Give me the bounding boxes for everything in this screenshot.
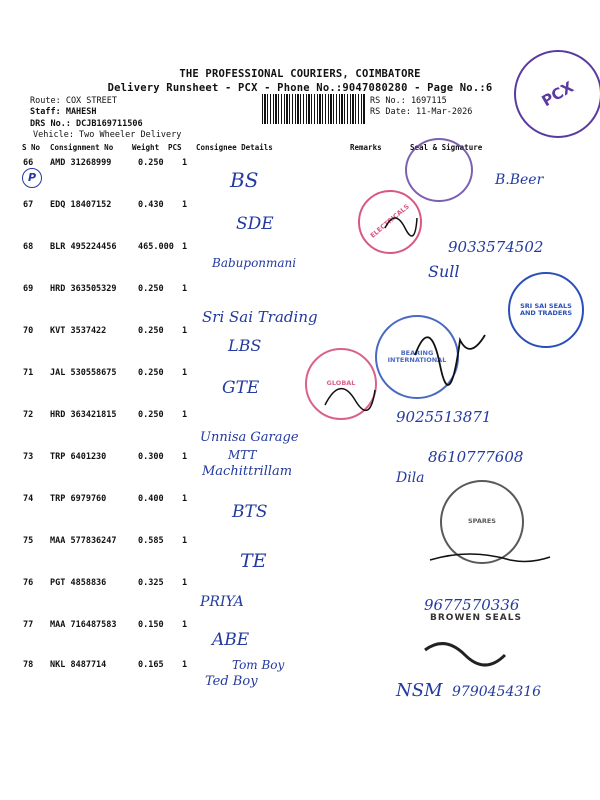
signature-scribble: [425, 644, 505, 665]
row-consignment: KVT 3537422: [50, 326, 107, 336]
row-weight: 0.250: [138, 158, 164, 168]
hw-r69-name: Sri Sai Trading: [202, 308, 318, 326]
hw-r73-name-2: Machittrillam: [202, 464, 293, 479]
drs-text: DRS No.: DCJB169711506: [30, 119, 143, 129]
row-consignment: TRP 6979760: [50, 494, 107, 504]
hw-r78-name-2: Ted Boy: [205, 674, 258, 689]
row-weight: 0.165: [138, 660, 164, 670]
hw-r73-signature: Dila: [396, 470, 425, 486]
row-consignment: MAA 716487583: [50, 620, 117, 630]
row-weight: 0.150: [138, 620, 164, 630]
row-sno: 69: [23, 284, 34, 294]
row-weight: 0.300: [138, 452, 164, 462]
sri-sai-stamp-text: SRI SAI SEALS AND TRADERS: [519, 301, 573, 317]
row-pcs: 1: [182, 242, 188, 252]
row-weight: 0.400: [138, 494, 164, 504]
seals-stamp-text: BROWEN SEALS: [430, 613, 522, 623]
row-consignment: MAA 577836247: [50, 536, 117, 546]
row-sno: 78: [23, 660, 34, 670]
row-sno: 77: [23, 620, 34, 630]
hw-r78-name: Tom Boy: [232, 658, 285, 672]
col-seal-signature: Seal & Signature: [410, 143, 483, 152]
signature-scribble: [430, 554, 550, 561]
col-pcs: PCS: [168, 143, 182, 152]
hw-r74-name: BTS: [232, 502, 268, 522]
row-pcs: 1: [182, 578, 188, 588]
row-consignment: AMD 31268999: [50, 158, 112, 168]
row-pcs: 1: [182, 536, 188, 546]
bearing-stamp-text: BEARING INTERNATIONAL: [387, 348, 447, 364]
row-sno: 67: [23, 200, 34, 210]
col-consignee: Consignee Details: [196, 143, 273, 152]
hw-r73-name: MTT: [228, 448, 257, 462]
row-pcs: 1: [182, 452, 188, 462]
row-sno: 70: [23, 326, 34, 336]
row-sno: 76: [23, 578, 34, 588]
hw-r70-name: LBS: [228, 336, 262, 355]
runsheet-title: Delivery Runsheet - PCX - Phone No.:9047080280 - Page No.:6: [107, 82, 493, 94]
hw-r71-name: GTE: [222, 378, 260, 398]
row-weight: 0.250: [138, 326, 164, 336]
row-consignment: HRD 363505329: [50, 284, 117, 294]
hw-r77-name: ABE: [212, 630, 250, 650]
row-consignment: PGT 4858836: [50, 578, 107, 588]
vehicle-text: Vehicle: Two Wheeler Delivery: [33, 130, 182, 140]
row-weight: 0.250: [138, 410, 164, 420]
row-weight: 0.430: [138, 200, 164, 210]
signature-scribble: [415, 335, 485, 385]
global-stamp-text: GLOBAL: [326, 379, 356, 388]
rs-number: RS No.: 1697115: [370, 96, 447, 106]
row-weight: 0.585: [138, 536, 164, 546]
circled-mark-text: P: [27, 170, 37, 184]
hw-r72-name: Unnisa Garage: [200, 430, 299, 445]
row-weight: 0.250: [138, 368, 164, 378]
staff-text: Staff: MAHESH: [30, 107, 97, 117]
row-consignment: HRD 363421815: [50, 410, 117, 420]
hw-r68-phone: 9033574502: [448, 238, 544, 256]
col-consignment: Consignment No: [50, 143, 114, 152]
row-weight: 0.325: [138, 578, 164, 588]
col-sno: S No: [22, 143, 41, 152]
row-pcs: 1: [182, 200, 188, 210]
hw-r67-name: SDE: [236, 214, 274, 234]
row-consignment: EDQ 18407152: [50, 200, 112, 210]
row-pcs: 1: [182, 660, 188, 670]
row-consignment: BLR 495224456: [50, 242, 117, 252]
row-consignment: NKL 8487714: [50, 660, 107, 670]
row-sno: 73: [23, 452, 34, 462]
hw-r66-name: BS: [230, 168, 259, 192]
spares-stamp-text: SPARES: [467, 517, 496, 526]
row-pcs: 1: [182, 158, 188, 168]
hw-r68-name: Babuponmani: [212, 256, 297, 270]
hw-r68-signature: Sull: [428, 262, 460, 281]
rs-date: RS Date: 11-Mar-2026: [370, 107, 473, 117]
row-weight: 465.000: [138, 242, 174, 252]
hw-r78-signature: NSM: [396, 680, 443, 701]
hw-r72-phone: 9025513871: [396, 408, 492, 426]
col-weight: Weight: [132, 143, 160, 152]
row-sno: 72: [23, 410, 34, 420]
signature-scribble: [385, 218, 417, 236]
row-pcs: 1: [182, 326, 188, 336]
hw-r66-signature: B.Beer: [495, 172, 544, 188]
row-sno: 71: [23, 368, 34, 378]
company-title: THE PROFESSIONAL COURIERS, COIMBATORE: [179, 68, 421, 80]
hw-r76-phone: 9677570336: [424, 596, 520, 614]
hw-r75-name: TE: [240, 550, 267, 572]
route-text: Route: COX STREET: [30, 96, 117, 106]
row-pcs: 1: [182, 284, 188, 294]
row-consignment: TRP 6401230: [50, 452, 107, 462]
pcx-stamp-text: PCX: [538, 77, 577, 110]
signature-scribble: [325, 389, 375, 411]
electricals-stamp-text: ELECTRICALS: [368, 202, 411, 241]
hw-r76-name: PRIYA: [200, 594, 244, 610]
col-remarks: Remarks: [350, 143, 382, 152]
row-sno: 66: [23, 158, 34, 168]
hw-r78-phone: 9790454316: [452, 684, 542, 700]
hw-r73-phone: 8610777608: [428, 448, 524, 466]
row-pcs: 1: [182, 494, 188, 504]
row-weight: 0.250: [138, 284, 164, 294]
row-sno: 68: [23, 242, 34, 252]
row-consignment: JAL 530558675: [50, 368, 117, 378]
row-sno: 75: [23, 536, 34, 546]
row-pcs: 1: [182, 410, 188, 420]
row-pcs: 1: [182, 620, 188, 630]
row-sno: 74: [23, 494, 34, 504]
row-pcs: 1: [182, 368, 188, 378]
